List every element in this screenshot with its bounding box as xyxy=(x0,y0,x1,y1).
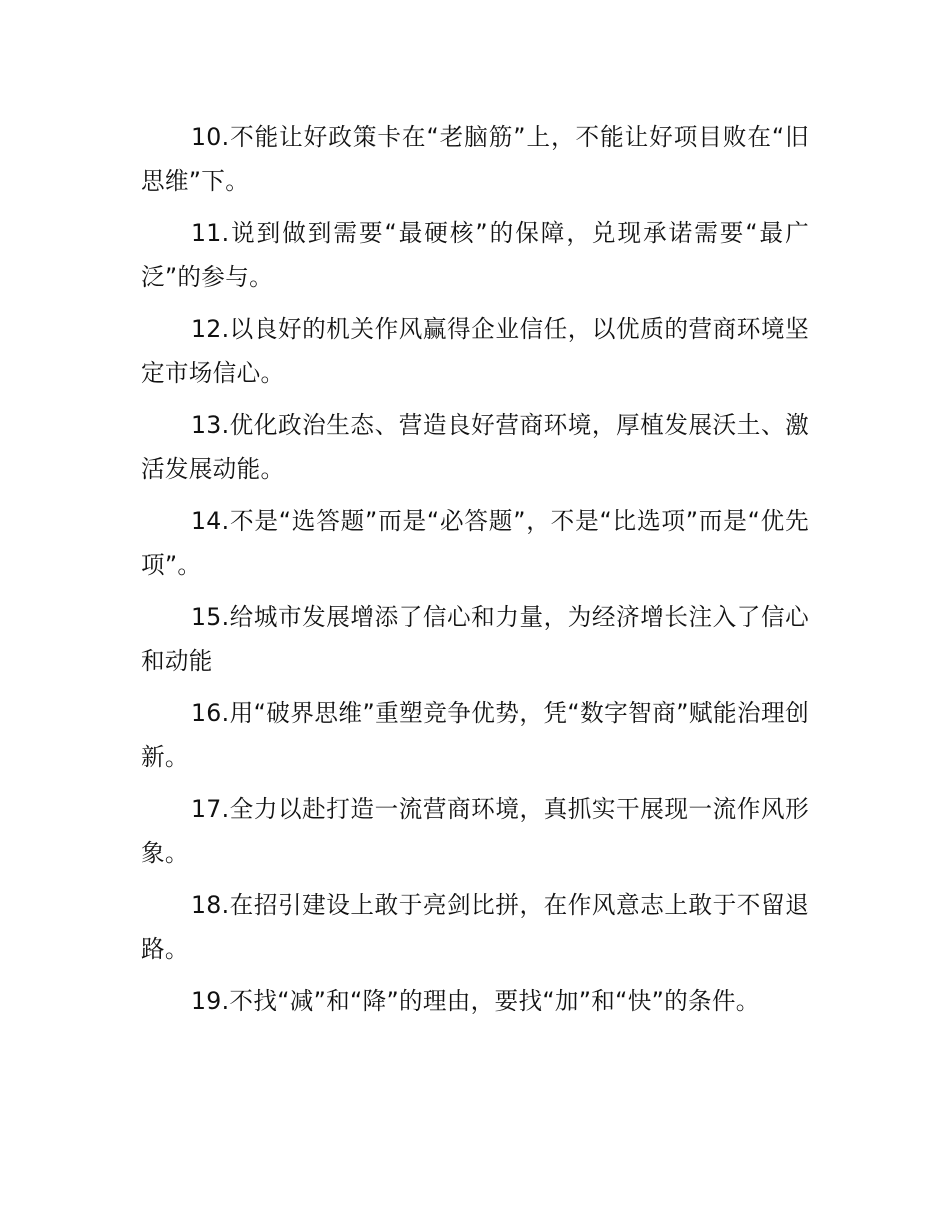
paragraph-14: 14.不是“选答题”而是“必答题”，不是“比选项”而是“优先项”。 xyxy=(141,507,809,579)
paragraph-17: 17.全力以赴打造一流营商环境，真抓实干展现一流作风形象。 xyxy=(141,795,809,867)
paragraph-13: 13.优化政治生态、营造良好营商环境，厚植发展沃土、激活发展动能。 xyxy=(141,411,809,483)
paragraph-10: 10.不能让好政策卡在“老脑筋”上，不能让好项目败在“旧思维”下。 xyxy=(141,123,809,195)
paragraph-18: 18.在招引建设上敢于亮剑比拼，在作风意志上敢于不留退路。 xyxy=(141,891,809,963)
paragraph-12: 12.以良好的机关作风赢得企业信任，以优质的营商环境坚定市场信心。 xyxy=(141,315,809,387)
paragraph-11: 11.说到做到需要“最硬核”的保障，兑现承诺需要“最广泛”的参与。 xyxy=(141,219,809,291)
document-body xyxy=(141,115,809,1031)
paragraph-19: 19.不找“减”和“降”的理由，要找“加”和“快”的条件。 xyxy=(191,987,760,1015)
paragraph-16: 16.用“破界思维”重塑竞争优势，凭“数字智商”赋能治理创新。 xyxy=(141,699,809,771)
paragraph-15: 15.给城市发展增添了信心和力量，为经济增长注入了信心和动能 xyxy=(141,603,809,675)
